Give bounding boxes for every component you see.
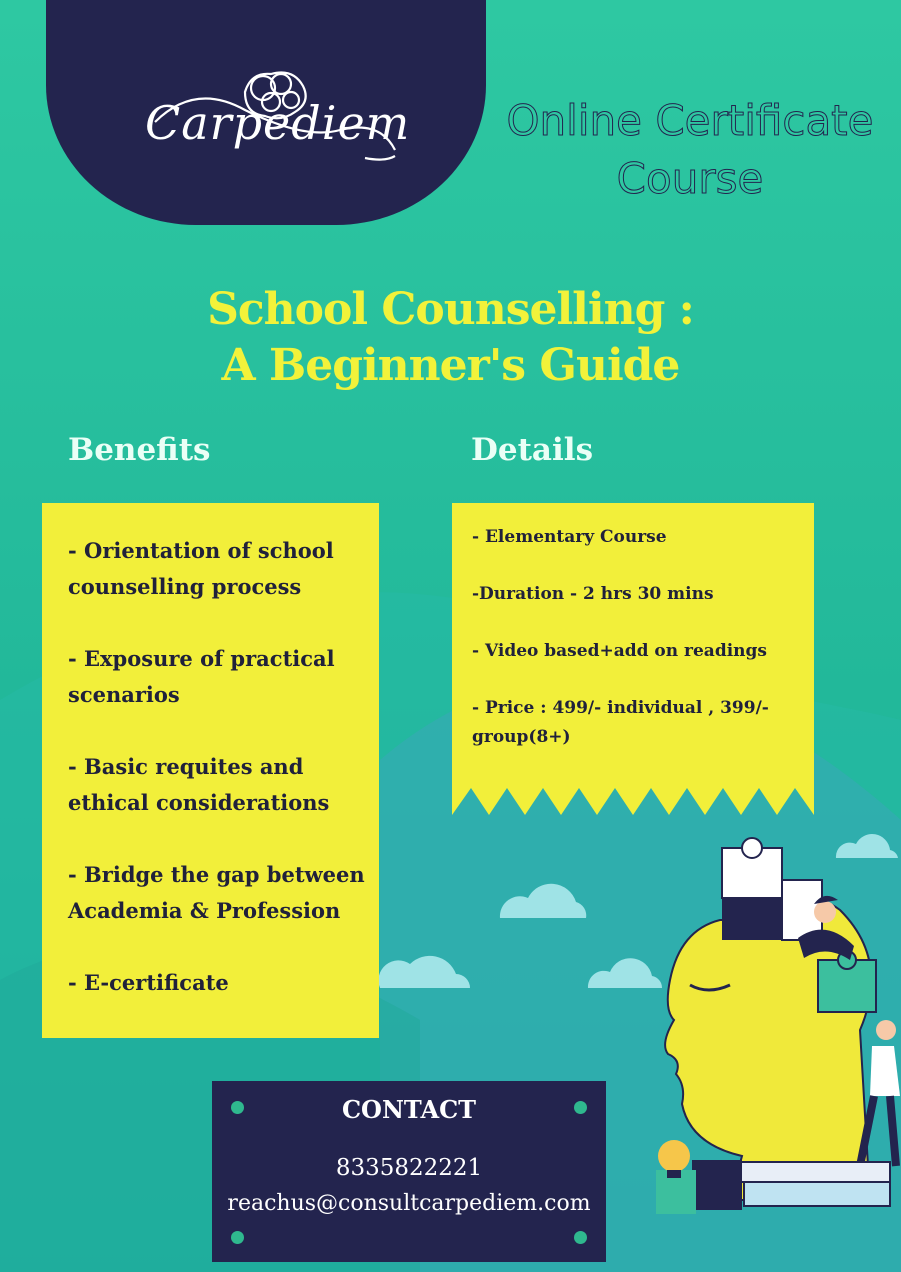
details-list (472, 523, 802, 780)
detail-item: -Duration - 2 hrs 30 mins (472, 584, 714, 604)
details-card (452, 503, 814, 815)
cloud-icon (378, 956, 470, 988)
benefit-item: - Exposure of practical scenarios (68, 646, 335, 707)
header-subtitle-line2: Course (616, 154, 764, 203)
detail-item: - Price : 499/- individual , 399/- group(8+) (472, 698, 769, 747)
benefit-item: - E-certificate (68, 970, 229, 995)
cloud-icon (588, 958, 662, 988)
contact-heading: CONTACT (341, 1095, 477, 1124)
benefits-list (68, 533, 368, 1037)
contact-email[interactable]: reachus@consultcarpediem.com (227, 1191, 591, 1216)
cloud-icon (500, 884, 586, 918)
cloud-icon (836, 834, 898, 858)
contact-phone[interactable]: 8335822221 (335, 1155, 483, 1181)
detail-item: - Video based+add on readings (472, 641, 767, 661)
benefits-card (42, 503, 379, 1038)
details-heading: Details (471, 432, 594, 468)
benefit-item: - Basic requites and ethical considerations (68, 754, 330, 815)
contact-box (212, 1081, 606, 1262)
brand-logo-text: Carpediem (145, 96, 411, 150)
benefit-item: - Orientation of school counselling process (68, 538, 334, 599)
course-title-line1: School Counselling : (207, 284, 694, 335)
course-title (0, 282, 901, 394)
header-subtitle-line1: Online Certificate (506, 96, 874, 145)
benefits-heading: Benefits (68, 432, 211, 468)
decorative-dot (231, 1231, 244, 1244)
detail-item: - Elementary Course (472, 527, 667, 547)
benefit-item: - Bridge the gap between Academia & Profession (68, 862, 365, 923)
header-subtitle (500, 92, 880, 208)
course-title-line2: A Beginner's Guide (221, 340, 680, 391)
decorative-dot (574, 1231, 587, 1244)
